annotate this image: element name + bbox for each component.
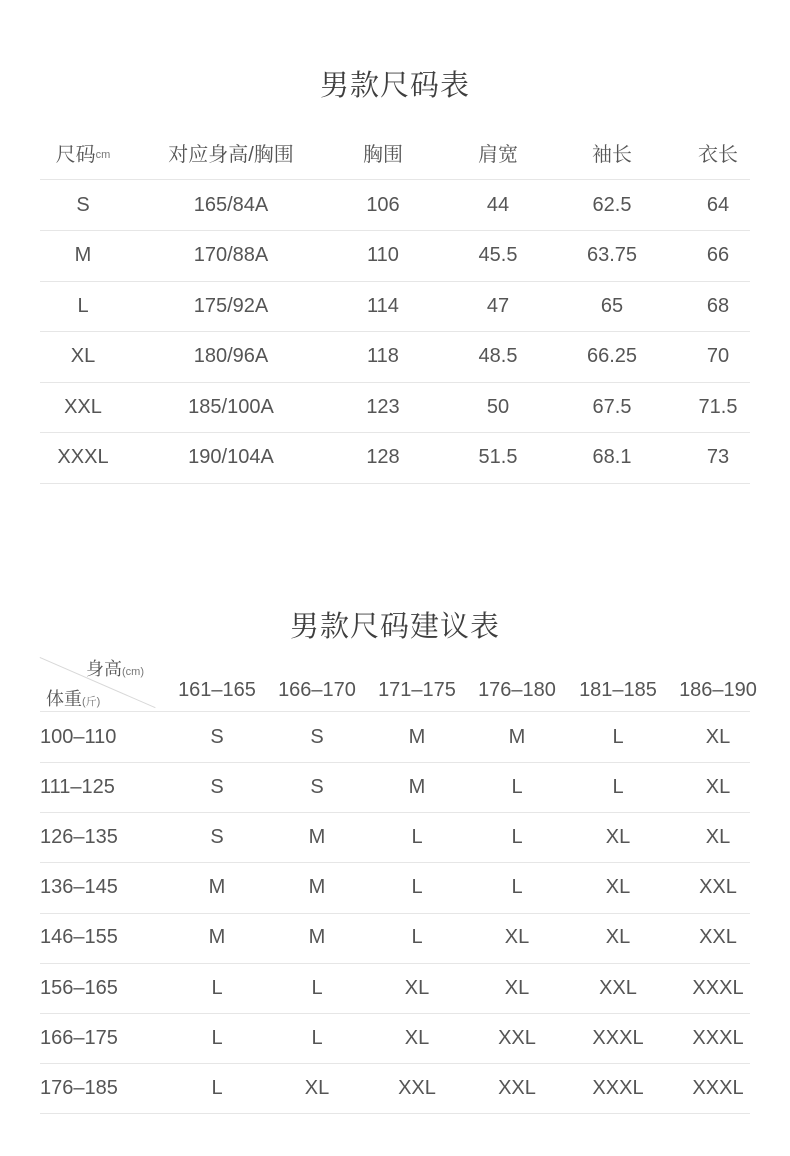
length-cell: 64: [706, 193, 730, 216]
recommended-size-cell: XL: [605, 825, 631, 848]
recommended-size-cell: L: [411, 825, 423, 848]
size-chart-row: [40, 433, 750, 484]
recommended-size-cell: M: [208, 876, 226, 899]
weight-range-cell: 126–135: [40, 825, 118, 848]
recommended-size-cell: XXXL: [692, 1026, 744, 1049]
weight-range-cell: 111–125: [40, 775, 115, 798]
height-axis-label: [86, 655, 144, 681]
weight-unit: (斤): [82, 696, 101, 708]
height-range-header: 186–190: [679, 678, 757, 701]
height-range-header: 181–185: [579, 678, 657, 701]
bust-cell: 128: [366, 446, 400, 468]
recommended-size-cell: L: [311, 976, 323, 999]
recommend-chart-table: [40, 653, 757, 1105]
recommended-size-cell: L: [411, 926, 423, 949]
recommended-size-cell: L: [411, 876, 423, 899]
bust-cell: 106: [366, 193, 400, 216]
height-bust-cell: 175/92A: [193, 294, 269, 317]
recommended-size-cell: XL: [404, 1026, 430, 1049]
recommended-size-cell: S: [210, 825, 224, 848]
shoulder-cell: 44: [486, 193, 510, 216]
shoulder-cell: 50: [486, 395, 510, 418]
size-chart-header-row: [40, 125, 750, 180]
size-column-unit: cm: [95, 148, 111, 161]
recommended-size-cell: XL: [404, 976, 430, 999]
length-cell: 71.5: [698, 395, 738, 418]
size-cell: XXXL: [57, 446, 109, 468]
height-range-header: 176–180: [478, 678, 556, 701]
weight-label: 体重: [46, 689, 82, 709]
recommended-size-cell: S: [210, 725, 224, 748]
weight-range-cell: 146–155: [40, 926, 118, 949]
bust-cell: 110: [367, 244, 399, 266]
weight-range-cell: 100–110: [40, 725, 117, 748]
recommended-size-cell: XXL: [599, 976, 637, 999]
recommended-size-cell: M: [308, 876, 326, 899]
shoulder-cell: 47: [486, 294, 510, 317]
size-column-header: [40, 125, 126, 179]
recommend-chart-row: [40, 1063, 750, 1114]
sleeve-cell: 63.75: [586, 244, 638, 266]
recommend-chart-row: [40, 913, 750, 964]
bust-column-header: 胸围: [363, 143, 403, 166]
shoulder-cell: 48.5: [478, 345, 518, 367]
length-cell: 68: [706, 294, 730, 317]
size-chart-row: [40, 231, 750, 282]
height-label: 身高: [86, 659, 122, 679]
shoulder-column-header: 肩宽: [478, 143, 518, 166]
recommended-size-cell: XL: [705, 725, 731, 748]
recommended-size-cell: L: [311, 1026, 323, 1049]
size-chart-row: [40, 281, 750, 332]
size-chart-row: [40, 180, 750, 231]
recommended-size-cell: XXXL: [692, 976, 744, 999]
recommended-size-cell: M: [308, 825, 326, 848]
recommended-size-cell: XL: [705, 775, 731, 798]
recommended-size-cell: L: [211, 976, 223, 999]
height-bust-cell: 180/96A: [193, 345, 269, 367]
recommended-size-cell: XL: [504, 926, 530, 949]
bust-cell: 118: [367, 345, 399, 367]
recommend-chart-header-row: [40, 653, 757, 712]
size-cell: M: [74, 244, 92, 266]
recommend-chart-row: [40, 762, 750, 813]
recommended-size-cell: S: [210, 775, 224, 798]
recommended-size-cell: XXL: [699, 876, 737, 899]
recommended-size-cell: M: [508, 725, 526, 748]
height-bust-cell: 165/84A: [193, 193, 269, 216]
recommended-size-cell: XXL: [498, 1026, 536, 1049]
size-column-label: 尺码: [55, 143, 96, 166]
shoulder-cell: 45.5: [478, 244, 518, 266]
weight-range-cell: 156–165: [40, 976, 118, 999]
size-chart-title: 男款尺码表: [319, 70, 470, 102]
sleeve-cell: 67.5: [592, 395, 632, 418]
size-chart-row: [40, 382, 750, 433]
recommended-size-cell: XL: [705, 825, 731, 848]
height-bust-column-header: 对应身高/胸围: [168, 143, 294, 166]
sleeve-cell: 68.1: [592, 446, 632, 468]
recommended-size-cell: L: [211, 1026, 223, 1049]
height-range-header: 161–165: [178, 678, 256, 701]
length-cell: 73: [706, 446, 730, 468]
size-cell: XL: [70, 345, 96, 367]
recommended-size-cell: XXL: [398, 1076, 436, 1099]
length-column-header: 衣长: [698, 143, 738, 166]
size-chart-table: [40, 125, 750, 481]
sleeve-cell: 62.5: [592, 193, 632, 216]
recommend-chart-row: [40, 863, 750, 914]
recommended-size-cell: M: [408, 725, 426, 748]
recommended-size-cell: XXL: [498, 1076, 536, 1099]
weight-range-cell: 136–145: [40, 876, 118, 899]
recommended-size-cell: XL: [304, 1076, 330, 1099]
recommended-size-cell: XXXL: [592, 1076, 644, 1099]
weight-range-cell: 176–185: [40, 1076, 118, 1099]
height-bust-cell: 190/104A: [188, 446, 274, 468]
height-unit: (cm): [122, 666, 144, 678]
recommend-chart-row: [40, 1013, 750, 1064]
height-range-header: 166–170: [278, 678, 356, 701]
recommended-size-cell: L: [211, 1076, 223, 1099]
recommended-size-cell: XL: [504, 976, 530, 999]
recommended-size-cell: M: [408, 775, 426, 798]
size-cell: L: [77, 294, 89, 317]
recommended-size-cell: L: [612, 775, 624, 798]
bust-cell: 123: [366, 395, 400, 418]
recommended-size-cell: XXXL: [592, 1026, 644, 1049]
recommended-size-cell: M: [308, 926, 326, 949]
recommended-size-cell: L: [612, 725, 624, 748]
recommended-size-cell: XL: [605, 926, 631, 949]
length-cell: 70: [706, 345, 730, 367]
recommend-chart-title: 男款尺码建议表: [289, 611, 500, 643]
height-bust-cell: 185/100A: [188, 395, 274, 418]
recommended-size-cell: S: [310, 775, 324, 798]
recommended-size-cell: XXL: [699, 926, 737, 949]
bust-cell: 114: [367, 294, 399, 317]
weight-axis-label: [46, 685, 100, 711]
height-range-header: 171–175: [378, 678, 456, 701]
recommended-size-cell: L: [511, 775, 523, 798]
recommended-size-cell: S: [310, 725, 324, 748]
recommended-size-cell: XL: [605, 876, 631, 899]
recommend-chart-row: [40, 712, 750, 763]
corner-header-cell: [40, 653, 160, 711]
size-cell: XXL: [64, 395, 102, 418]
size-cell: S: [76, 193, 90, 216]
shoulder-cell: 51.5: [478, 446, 518, 468]
size-chart-row: [40, 332, 750, 383]
recommended-size-cell: L: [511, 876, 523, 899]
recommended-size-cell: XXXL: [692, 1076, 744, 1099]
sleeve-column-header: 袖长: [592, 143, 632, 166]
recommended-size-cell: L: [511, 825, 523, 848]
length-cell: 66: [706, 244, 730, 266]
weight-range-cell: 166–175: [40, 1026, 118, 1049]
recommended-size-cell: M: [208, 926, 226, 949]
height-bust-cell: 170/88A: [193, 244, 269, 266]
sleeve-cell: 66.25: [586, 345, 638, 367]
recommend-chart-row: [40, 963, 750, 1014]
sleeve-cell: 65: [600, 294, 624, 317]
recommend-chart-row: [40, 812, 750, 863]
